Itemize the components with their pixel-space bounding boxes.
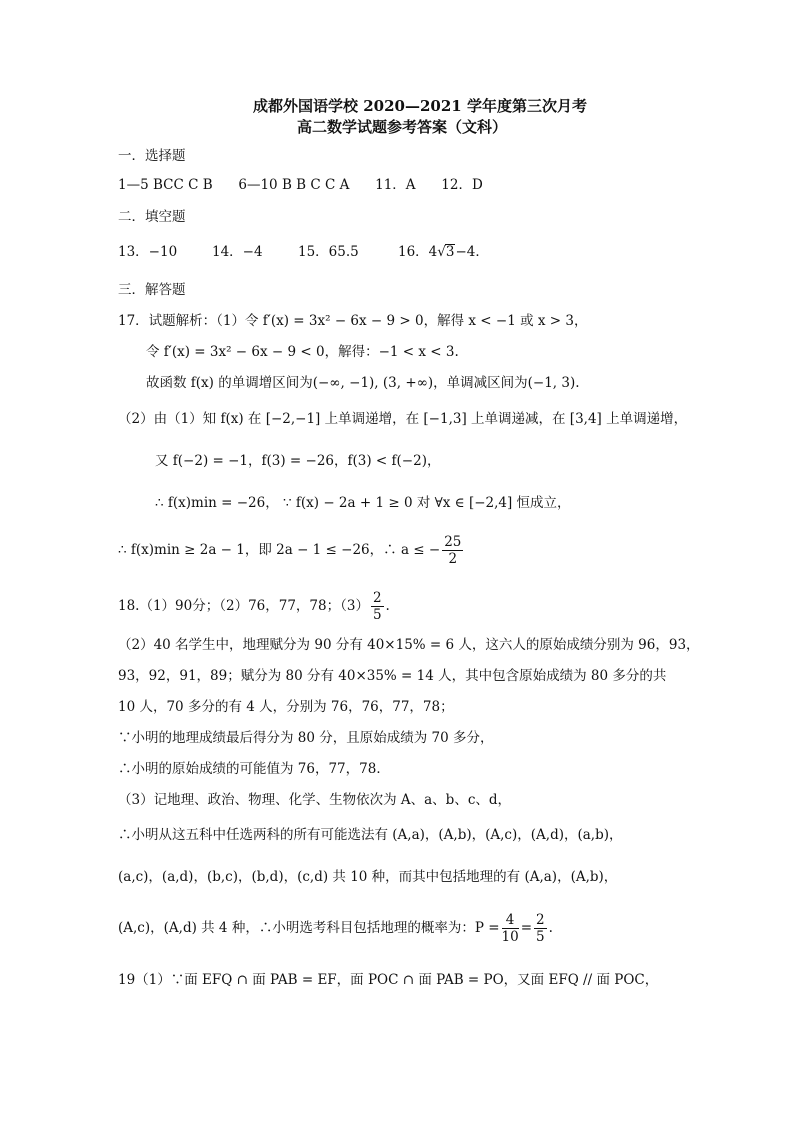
fraction-2-5 <box>371 590 384 623</box>
q18-l10-text: (A,c)，(A,d) 共 4 种，∴小明选考科目包括地理的概率为：P = <box>118 920 500 936</box>
q17-line-6: ∴ f(x)min = −26， ∵ f(x) − 2a + 1 ≥ 0 对 ∀x ∈ [−2,4] 恒成立， <box>155 495 571 511</box>
q18-l10-suffix: . <box>548 920 553 936</box>
q18-l1-text: 18.（1）90分；（2）76，77，78；（3） <box>118 598 369 614</box>
fill-answer-14: 14．−4 <box>212 244 263 260</box>
q17-line-7 <box>118 534 465 567</box>
q18-line-1 <box>118 590 390 623</box>
fill-answer-13: 13．−10 <box>118 244 178 260</box>
fraction-denominator: 2 <box>448 551 458 567</box>
q18-line-8: ∴小明从这五科中任选两科的所有可能选法有 (A,a)，(A,b)，(A,c)，(A,d)，(a,b)， <box>118 827 623 843</box>
q18-line-5: ∵小明的地理成绩最后得分为 80 分，且原始成绩为 70 多分， <box>118 730 494 746</box>
title-line-1: 成都外国语学校 2020—2021 学年度第三次月考 <box>253 97 587 115</box>
equals-sign: = <box>520 920 532 936</box>
q18-line-7: （3）记地理、政治、物理、化学、生物依次为 A、a、b、c、d， <box>118 792 512 808</box>
q18-l1-suffix: . <box>385 598 390 614</box>
q17-l7-text: ∴ f(x)min ≥ 2a − 1，即 2a − 1 ≤ −26，∴ a ≤ − <box>118 542 441 558</box>
q17-line-3: 故函数 f(x) 的单调增区间为(−∞, −1), (3, +∞)，单调减区间为(−1, 3). <box>146 375 580 391</box>
choice-answers: 1—5 BCC C B 6—10 B B C C A 11．A 12．D <box>118 177 483 193</box>
fraction-2-5-result <box>534 912 547 945</box>
fraction-denominator: 10 <box>501 929 519 945</box>
sqrt-sign: √ <box>437 244 446 260</box>
fill-16-suffix: −4． <box>455 244 489 260</box>
fraction-4-10 <box>502 912 519 945</box>
q18-line-4: 10 人，70 多分的有 4 人，分别为 76，76，77，78； <box>118 699 454 715</box>
fraction-numerator: 25 <box>444 534 462 550</box>
q18-line-3: 93，92，91，89；赋分为 80 分有 40×35% = 14 人，其中包含原始成绩为 80 多分的共 <box>118 668 667 684</box>
q19-line-1: 19（1）∵面 EFQ ∩ 面 PAB = EF，面 POC ∩ 面 PAB = PO，又面 EFQ // 面 POC， <box>118 972 659 988</box>
fraction-numerator: 2 <box>372 590 382 606</box>
q18-line-10 <box>118 912 553 945</box>
q18-line-9: (a,c)，(a,d)，(b,c)，(b,d)，(c,d) 共 10 种，而其中包括地理的有 (A,a)，(A,b)， <box>118 869 618 885</box>
fraction-25-2 <box>442 534 463 567</box>
choice-heading: 一．选择题 <box>118 148 186 164</box>
q17-line-2: 令 f′(x) = 3x² − 6x − 9 < 0，解得：−1 < x < 3. <box>146 344 459 360</box>
q18-line-6: ∴小明的原始成绩的可能值为 76，77，78． <box>118 761 390 777</box>
fill-heading: 二．填空题 <box>118 209 186 225</box>
title-line-2: 高二数学试题参考答案（文科） <box>297 118 508 136</box>
fraction-numerator: 2 <box>536 912 545 928</box>
fraction-denominator: 5 <box>536 929 545 945</box>
q18-line-2: （2）40 名学生中，地理赋分为 90 分有 40×15% = 6 人，这六人的原始成绩分别为 96，93， <box>118 637 700 653</box>
q17-line-4: （2）由（1）知 f(x) 在 [−2,−1] 上单调递增，在 [−1,3] 上单调递减，在 [3,4] 上单调递增， <box>118 411 688 427</box>
solve-heading: 三．解答题 <box>118 282 186 298</box>
q17-line-5: 又 f(−2) = −1，f(3) = −26，f(3) < f(−2)， <box>155 453 441 469</box>
fill-answer-15: 15．65.5 <box>298 244 359 260</box>
fill-16-radicand: 3 <box>445 244 455 260</box>
fill-16-prefix: 16．4 <box>398 244 438 260</box>
fraction-numerator: 4 <box>502 912 519 929</box>
q17-line-1: 17．试题解析：（1）令 f′(x) = 3x² − 6x − 9 > 0，解得 x < −1 或 x > 3， <box>118 313 588 329</box>
fraction-denominator: 5 <box>372 607 382 623</box>
fill-answer-16 <box>398 243 489 261</box>
